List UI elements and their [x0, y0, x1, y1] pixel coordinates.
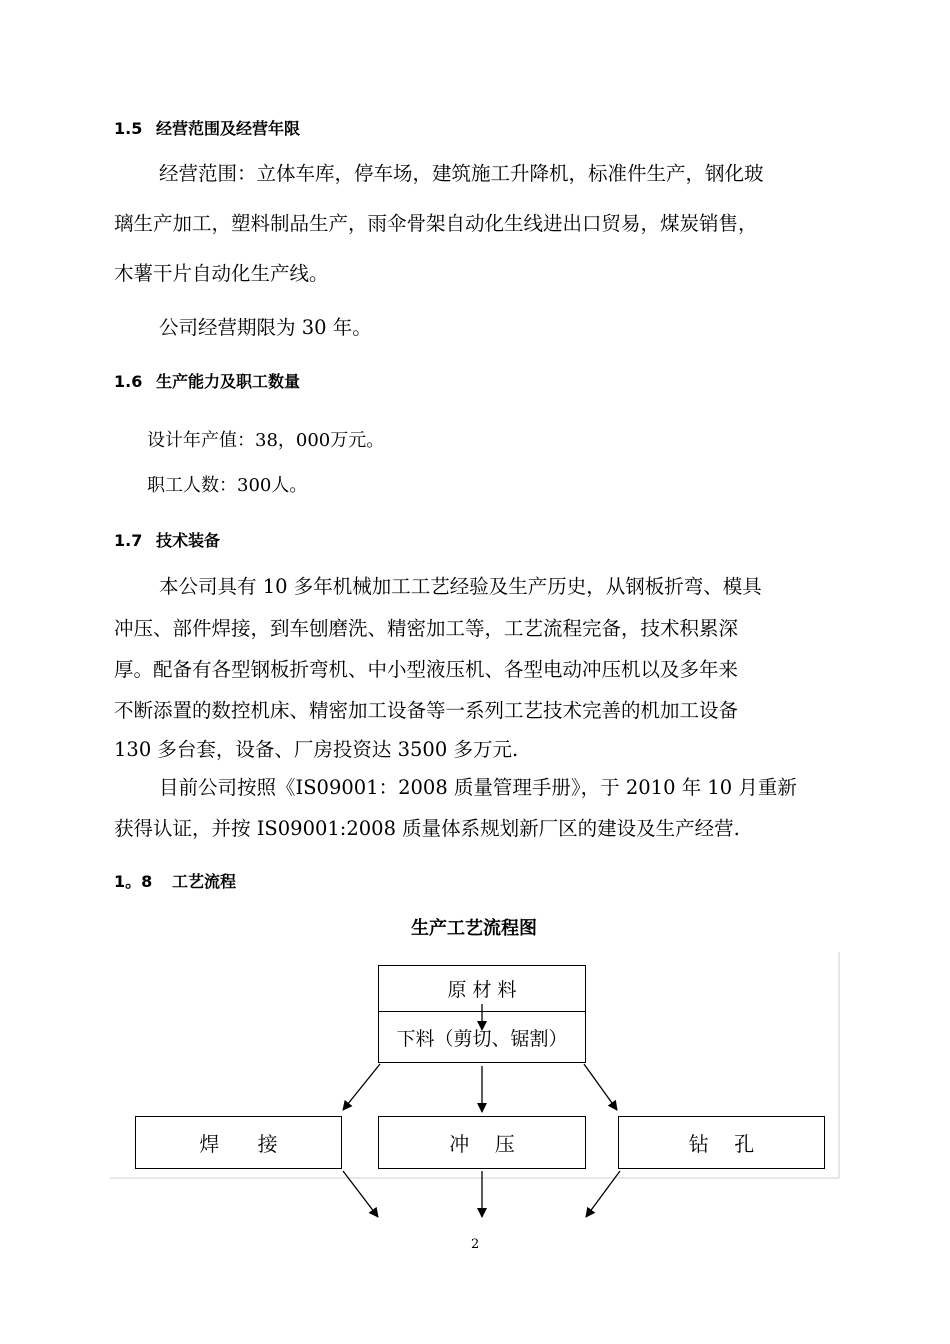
- flowchart-title: 生产工艺流程图: [411, 918, 537, 939]
- paragraph-line: 璃生产加工，塑料制品生产，雨伞骨架自动化生线进出口贸易，煤炭销售，: [114, 212, 758, 235]
- section-number: 1.7: [114, 531, 143, 550]
- paragraph-line: 冲压、部件焊接，到车刨磨洗、精密加工等，工艺流程完备，技术积累深: [114, 617, 739, 640]
- section-title: 经营范围及经营年限: [156, 119, 301, 138]
- paragraph-line: 130 多台套，设备、厂房投资达 3500 多万元.: [114, 738, 519, 761]
- paragraph-line: 厚。配备有各型钢板折弯机、中小型液压机、各型电动冲压机以及多年来: [114, 658, 739, 681]
- arrow-to-welding: [343, 1064, 380, 1110]
- section-number: 1.6: [114, 372, 143, 391]
- paragraph-line: 不断添置的数控机床、精密加工设备等一系列工艺技术完善的机加工设备: [114, 699, 739, 722]
- paragraph-line: 木薯干片自动化生产线。: [114, 262, 329, 285]
- welding-label: 焊 接: [199, 1132, 278, 1156]
- section-number: 1。8: [114, 872, 153, 891]
- drilling-label: 钻 孔: [688, 1132, 755, 1156]
- paragraph-line: 公司经营期限为 30 年。: [159, 316, 372, 339]
- section-title: 工艺流程: [172, 872, 237, 891]
- section-title: 技术装备: [156, 531, 221, 550]
- employee-count-line: 职工人数：300人。: [147, 475, 308, 496]
- paragraph-line: 目前公司按照《IS09001：2008 质量管理手册》，于 2010 年 10 月重新: [159, 776, 797, 799]
- paragraph-line: 获得认证，并按 IS09001:2008 质量体系规划新厂区的建设及生产经营.: [114, 817, 740, 840]
- raw-material-label: 原 材 料: [379, 966, 585, 1012]
- stamping-label: 冲 压: [449, 1132, 515, 1156]
- paragraph-line: 经营范围：立体车库，停车场，建筑施工升降机，标准件生产，钢化玻: [159, 162, 764, 185]
- section-title: 生产能力及职工数量: [156, 372, 301, 391]
- page-number: 2: [471, 1237, 480, 1252]
- section-number: 1.5: [114, 119, 143, 138]
- production-value-line: 设计年产值：38，000万元。: [147, 430, 385, 451]
- cutting-label: 下料（剪切、锯割）: [396, 1027, 568, 1050]
- arrow-to-drilling: [584, 1064, 617, 1110]
- paragraph-line: 本公司具有 10 多年机械加工工艺经验及生产历史，从钢板折弯、模具: [159, 575, 762, 598]
